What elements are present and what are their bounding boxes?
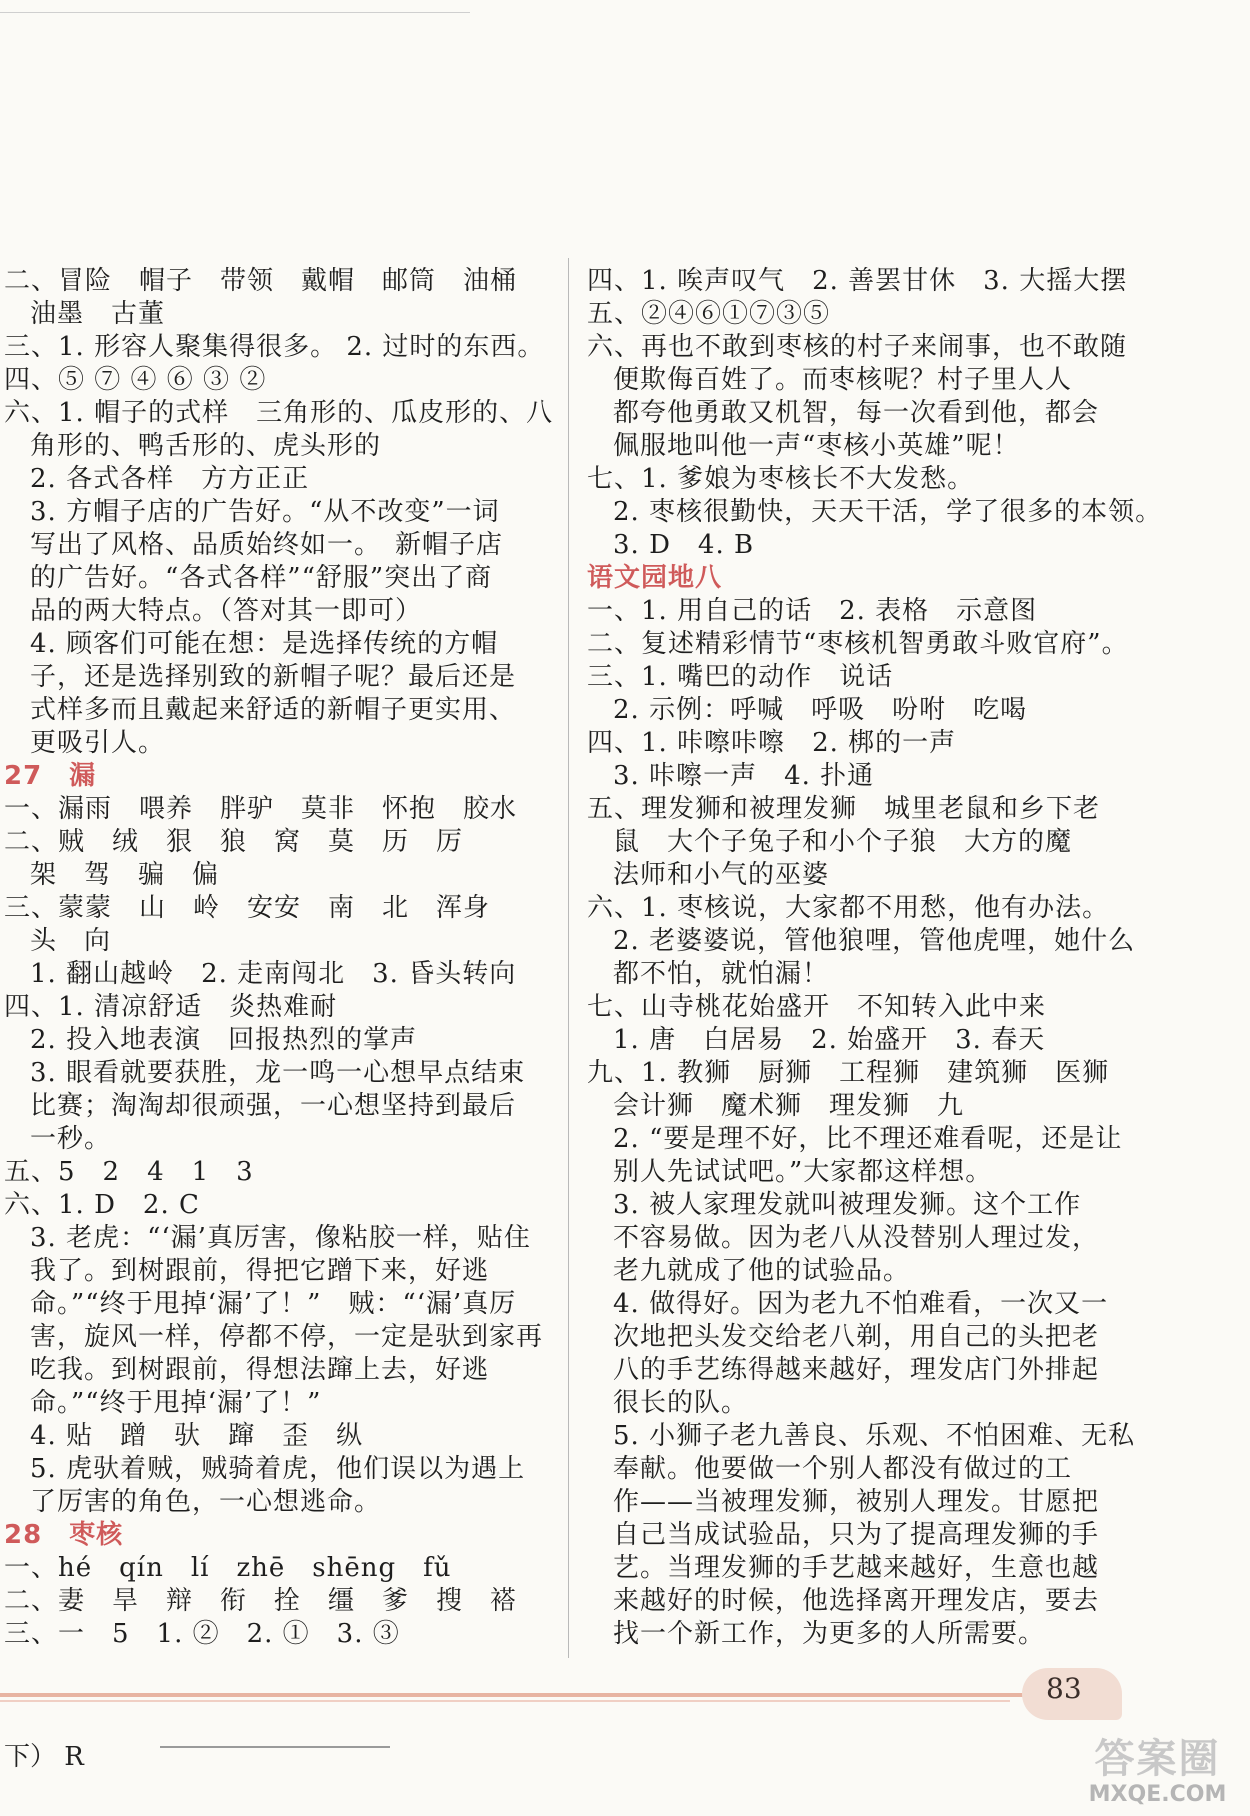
footer-decor-band	[0, 1693, 1080, 1697]
answer-line: 1. 翻山越岭 2. 走南闯北 3. 昏头转向	[30, 959, 517, 989]
answer-line: 3. 方帽子店的广告好。“从不改变”一词	[30, 497, 500, 527]
answer-line: 很长的队。	[613, 1388, 749, 1418]
answer-line: 都不怕，就怕漏！	[613, 959, 830, 989]
answer-line: 六、1. D 2. C	[4, 1190, 200, 1220]
answer-line: 一、1. 用自己的话 2. 表格 示意图	[587, 596, 1038, 626]
footer-decor-band-thin	[0, 1700, 1010, 1702]
answer-line: 自己当成试验品，只为了提高理发狮的手	[613, 1520, 1100, 1550]
answer-line: 七、山寺桃花始盛开 不知转入此中来	[587, 992, 1047, 1022]
column-divider	[568, 258, 569, 1658]
answer-line: 一、hé qín lí zhē shēng fǔ	[4, 1553, 452, 1583]
answer-line: 奉献。他要做一个别人都没有做过的工	[613, 1454, 1073, 1484]
lesson-heading-27: 27 漏	[4, 761, 97, 791]
answer-line: 2. 枣核很勤快，天天干活，学了很多的本领。	[613, 497, 1163, 527]
answer-line: 油墨 古董	[30, 299, 166, 329]
answer-line: 三、1. 嘴巴的动作 说话	[587, 662, 894, 692]
answer-line: 更吸引人。	[30, 728, 166, 758]
answer-line: 3. 眼看就要获胜，龙一鸣一心想早点结束	[30, 1058, 526, 1088]
answer-line: 四、1. 清凉舒适 炎热难耐	[4, 992, 338, 1022]
answer-line: 便欺侮百姓了。而枣核呢？村子里人人	[613, 365, 1073, 395]
answer-line: 四、1. 唉声叹气 2. 善罢甘休 3. 大摇大摆	[587, 266, 1128, 296]
answer-line: 3. 被人家理发就叫被理发狮。这个工作	[613, 1190, 1082, 1220]
answer-line: 吃我。到树跟前，得想法蹿上去，好逃	[30, 1355, 490, 1385]
answer-line: 五、理发狮和被理发狮 城里老鼠和乡下老	[587, 794, 1101, 824]
answer-line: 三、1. 形容人聚集得很多。 2. 过时的东西。	[4, 332, 545, 362]
answer-line: 一秒。	[30, 1124, 112, 1154]
answer-line: 5. 虎驮着贼，贼骑着虎，他们误以为遇上	[30, 1454, 526, 1484]
answer-line: 作——当被理发狮，被别人理发。甘愿把	[613, 1487, 1100, 1517]
section-heading-yuwen-yuandi-8: 语文园地八	[587, 563, 723, 593]
answer-line: 找一个新工作，为更多的人所需要。	[613, 1619, 1046, 1649]
answer-line: 4. 做得好。因为老九不怕难看，一次又一	[613, 1289, 1109, 1319]
answer-line: 九、1. 教狮 厨狮 工程狮 建筑狮 医狮	[587, 1058, 1110, 1088]
answer-line: 次地把头发交给老八剃，用自己的头把老	[613, 1322, 1100, 1352]
answer-line: 佩服地叫他一声“枣核小英雄”呢！	[613, 431, 1020, 461]
answer-line: 别人先试试吧。”大家都这样想。	[613, 1157, 993, 1187]
page-number: 83	[1046, 1672, 1082, 1705]
answer-line: 都夸他勇敢又机智，每一次看到他，都会	[613, 398, 1100, 428]
answer-line: 四、1. 咔嚓咔嚓 2. 梆的一声	[587, 728, 957, 758]
answer-line: 法师和小气的巫婆	[613, 860, 830, 890]
answer-line: 鼠 大个子兔子和小个子狼 大方的魔	[613, 827, 1073, 857]
answer-line: 4. 顾客们可能在想：是选择传统的方帽	[30, 629, 499, 659]
answer-line: 命。”“终于甩掉‘漏’了！”	[30, 1388, 322, 1418]
answer-line: 五、②④⑥①⑦③⑤	[587, 299, 831, 329]
answer-line: 2. 老婆婆说，管他狼哩，管他虎哩，她什么	[613, 926, 1136, 956]
answer-line: 七、1. 爹娘为枣核长不大发愁。	[587, 464, 975, 494]
answer-line: 3. D 4. B	[613, 530, 755, 560]
answer-line: 来越好的时候，他选择离开理发店，要去	[613, 1586, 1100, 1616]
answer-line: 三、一 5 1. ② 2. ① 3. ③	[4, 1619, 400, 1649]
answer-line: 六、再也不敢到枣核的村子来闹事，也不敢随	[587, 332, 1128, 362]
answer-line: 我了。到树跟前，得把它蹭下来，好逃	[30, 1256, 490, 1286]
answer-line: 五、5 2 4 1 3	[4, 1157, 254, 1187]
answer-line: 架 驾 骗 偏	[30, 860, 220, 890]
answer-line: 的广告好。“各式各样”“舒服”突出了商	[30, 563, 493, 593]
footer-label: 下） R	[4, 1742, 84, 1772]
answer-line: 式样多而且戴起来舒适的新帽子更实用、	[30, 695, 517, 725]
answer-line: 3. 咔嚓一声 4. 扑通	[613, 761, 875, 791]
answer-line: 二、贼 绒 狠 狼 窝 莫 历 厉	[4, 827, 464, 857]
watermark-text: 答案圈	[1094, 1736, 1221, 1782]
answer-line: 5. 小狮子老九善良、乐观、不怕困难、无私	[613, 1421, 1136, 1451]
answer-line: 3. 老虎：“‘漏’真厉害，像粘胶一样，贴住	[30, 1223, 531, 1253]
answer-line: 品的两大特点。（答对其一即可）	[30, 596, 423, 626]
answer-line: 二、复述精彩情节“枣核机智勇敢斗败官府”。	[587, 629, 1129, 659]
right-column	[587, 265, 1163, 1651]
answer-line: 2. 投入地表演 回报热烈的掌声	[30, 1025, 418, 1055]
watermark-logo	[1070, 1736, 1245, 1810]
answer-line: 2. “要是理不好，比不理还难看呢，还是让	[613, 1124, 1123, 1154]
answer-line: 写出了风格、品质始终如一。 新帽子店	[30, 530, 504, 560]
answer-line: 4. 贴 蹭 驮 蹿 歪 纵	[30, 1421, 364, 1451]
watermark-url: MXQE.COM	[1088, 1782, 1227, 1807]
answer-line: 一、漏雨 喂养 胖驴 莫非 怀抱 胶水	[4, 794, 518, 824]
answer-line: 不容易做。因为老八从没替别人理过发，	[613, 1223, 1100, 1253]
left-column	[4, 265, 554, 1651]
answer-line: 头 向	[30, 926, 112, 956]
answer-line: 四、⑤ ⑦ ④ ⑥ ③ ②	[4, 365, 267, 395]
answer-line: 了厉害的角色，一心想逃命。	[30, 1487, 382, 1517]
answer-line: 六、1. 枣核说，大家都不用愁，他有办法。	[587, 893, 1110, 923]
answer-line: 艺。当理发狮的手艺越来越好，生意也越	[613, 1553, 1100, 1583]
answer-line: 六、1. 帽子的式样 三角形的、瓜皮形的、八	[4, 398, 554, 428]
answer-line: 比赛；淘淘却很顽强，一心想坚持到最后	[30, 1091, 517, 1121]
answer-line: 2. 各式各样 方方正正	[30, 464, 310, 494]
answer-line: 命。”“终于甩掉‘漏’了！” 贼：“‘漏’真厉	[30, 1289, 517, 1319]
answer-line: 角形的、鸭舌形的、虎头形的	[30, 431, 382, 461]
answer-line: 老九就成了他的试验品。	[613, 1256, 911, 1286]
footer-rule	[160, 1746, 390, 1748]
answer-line: 2. 示例：呼喊 呼吸 吩咐 吃喝	[613, 695, 1028, 725]
answer-line: 1. 唐 白居易 2. 始盛开 3. 春天	[613, 1025, 1046, 1055]
answer-line: 二、妻 旱 辩 衔 拴 缰 爹 搜 褡	[4, 1586, 518, 1616]
lesson-heading-28: 28 枣核	[4, 1520, 124, 1550]
answer-line: 子，还是选择别致的新帽子呢？最后还是	[30, 662, 517, 692]
top-rule	[0, 12, 470, 13]
answer-line: 八的手艺练得越来越好，理发店门外排起	[613, 1355, 1100, 1385]
answer-line: 会计狮 魔术狮 理发狮 九	[613, 1091, 965, 1121]
answer-line: 害，旋风一样，停都不停，一定是驮到家再	[30, 1322, 544, 1352]
answer-line: 三、蒙蒙 山 岭 安安 南 北 浑身	[4, 893, 491, 923]
answer-line: 二、冒险 帽子 带领 戴帽 邮筒 油桶	[4, 266, 518, 296]
